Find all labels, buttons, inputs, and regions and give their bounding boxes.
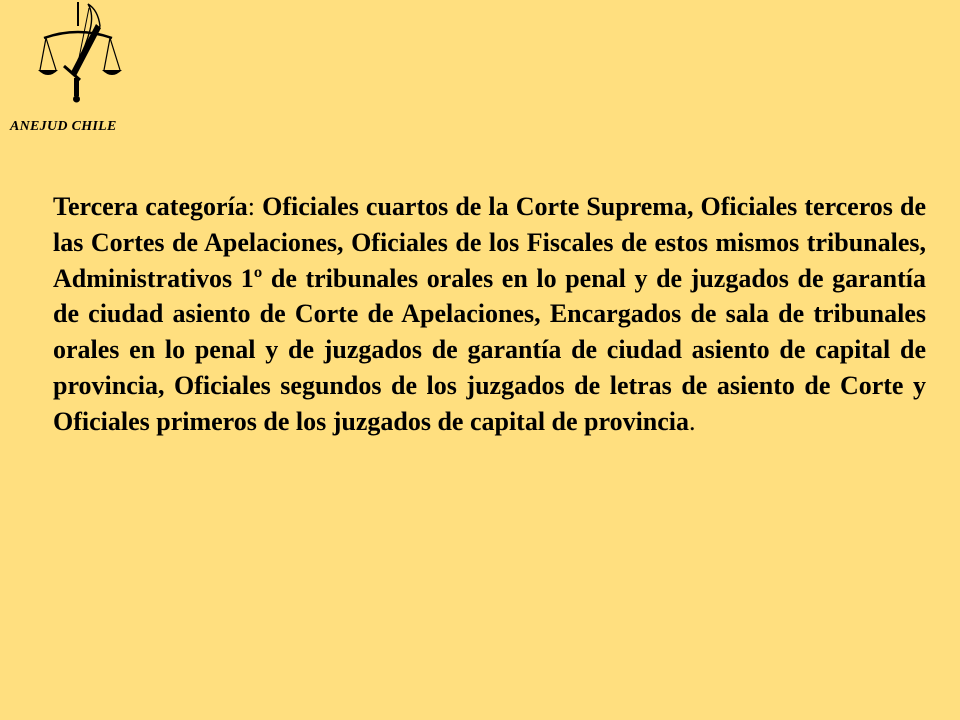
scales-of-justice-icon bbox=[38, 0, 134, 104]
category-separator: : bbox=[247, 192, 263, 221]
category-label: Tercera categoría bbox=[53, 192, 248, 221]
category-details: Oficiales cuartos de la Corte Suprema, Oficiales terceros de las Cortes de Apelaciones, Oficiales de los Fiscales de estos mismos tribunales, Administrativos 1º de tribunales orales en lo penal y de juzgados de garantía de ciudad asiento de Corte de Apelaciones, Encargados de sala de tribunales orales en lo penal y de juzgados de garantía de ciudad asiento de capital de provincia, Oficiales segundos de los juzgados de letras de asiento de Corte y Oficiales primeros de los juzgados de capital de provincia bbox=[53, 192, 926, 436]
organization-name: ANEJUD CHILE bbox=[10, 119, 117, 134]
end-mark: . bbox=[689, 406, 696, 436]
category-description bbox=[53, 189, 926, 440]
